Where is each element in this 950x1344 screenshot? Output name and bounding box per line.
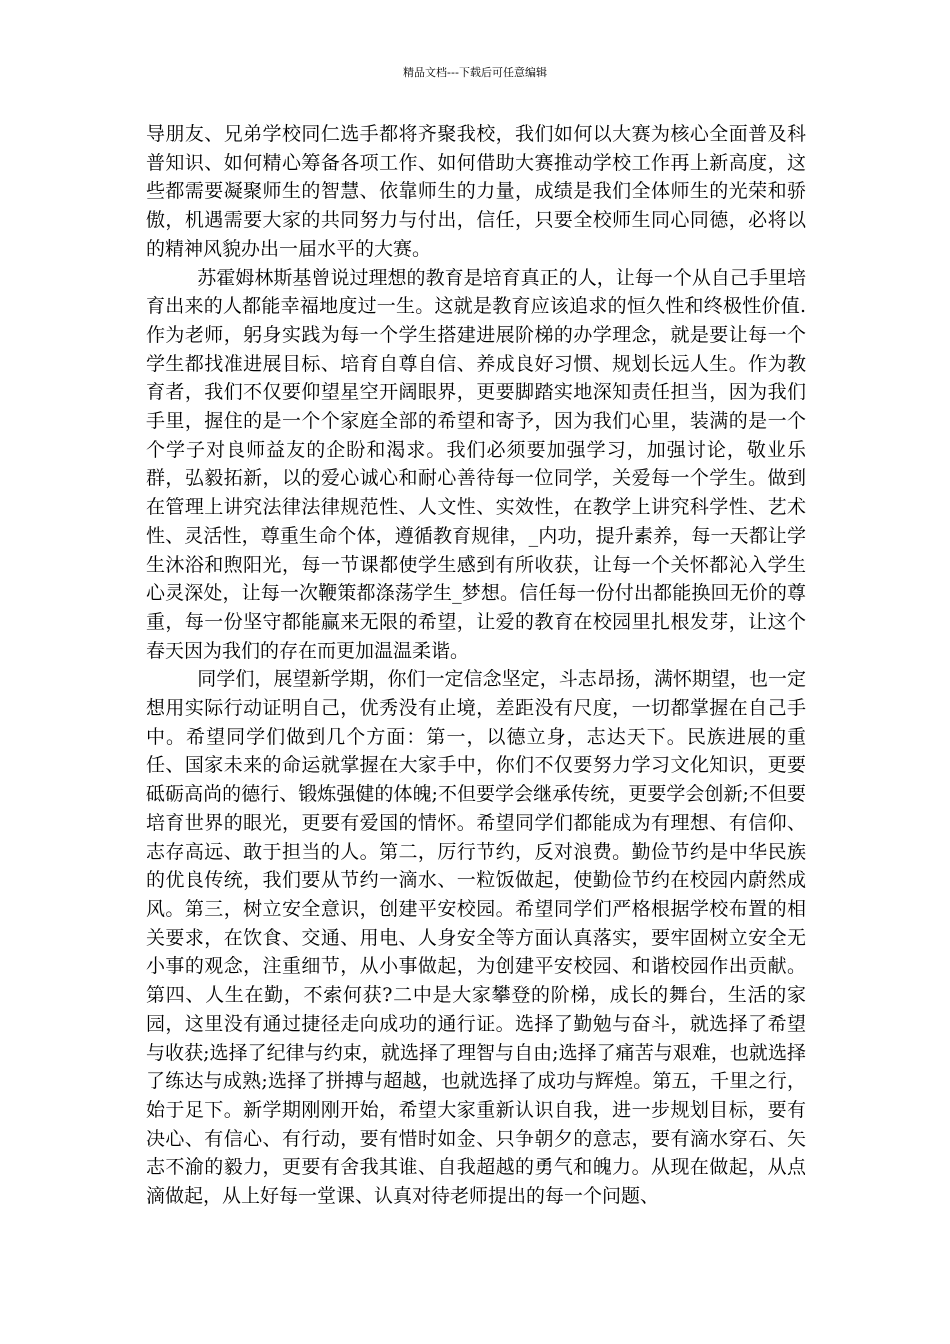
document-body bbox=[146, 120, 806, 1211]
paragraph-1: 导朋友、兄弟学校同仁选手都将齐聚我校，我们如何以大赛为核心全面普及科普知识、如何精心筹备各项工作、如何借助大赛推动学校工作再上新高度，这些都需要凝聚师生的智慧、依靠师生的力量，成绩是我们全体师生的光荣和骄傲，机遇需要大家的共同努力与付出，信任，只要全校师生同心同德，必将以的精神风貌办出一届水平的大赛。 bbox=[146, 123, 806, 260]
paragraph-2: 苏霍姆林斯基曾说过理想的教育是培育真正的人，让每一个从自己手里培育出来的人都能幸福地度过一生。这就是教育应该追求的恒久性和终极性价值.作为老师，躬身实践为每一个学生搭建进展阶梯的办学理念，就是要让每一个学生都找准进展目标、培育自尊自信、养成良好习惯、规划长远人生。作为教育者，我们不仅要仰望星空开阔眼界，更要脚踏实地深知责任担当，因为我们手里，握住的是一个个家庭全部的希望和寄予，因为我们心里，装满的是一个个学子对良师益友的企盼和渴求。我们必须要加强学习，加强讨论，敬业乐群，弘毅拓新，以的爱心诚心和耐心善待每一位同学，关爱每一个学生。做到在管理上讲究法律法律规范性、人文性、实效性，在教学上讲究科学性、艺术性、灵活性，尊重生命个体，遵循教育规律，_内功，提升素养，每一天都让学生沐浴和煦阳光，每一节课都使学生感到有所收获，让每一个关怀都沁入学生心灵深处，让每一次鞭策都涤荡学生_梦想。信任每一份付出都能换回无价的尊重，每一份坚守都能赢来无限的希望，让爱的教育在校园里扎根发芽，让这个春天因为我们的存在而更加温温柔谐。 bbox=[146, 266, 806, 662]
page-header: 精品文档---下载后可任意编辑 bbox=[403, 66, 547, 79]
paragraph-3: 同学们，展望新学期，你们一定信念坚定，斗志昂扬，满怀期望，也一定想用实际行动证明自己，优秀没有止境，差距没有尺度，一切都掌握在自己手中。希望同学们做到几个方面：第一，以德立身，志达天下。民族进展的重任、国家未来的命运就掌握在大家手中，你们不仅要努力学习文化知识，更要砥砺高尚的德行、锻炼强健的体魄;不但要学会继承传统，更要学会创新;不但要培育世界的眼光，更要有爱国的情怀。希望同学们都能成为有理想、有信仰、志存高远、敢于担当的人。第二，厉行节约，反对浪费。勤俭节约是中华民族的优良传统，我们要从节约一滴水、一粒饭做起，使勤俭节约在校园内蔚然成风。第三，树立安全意识，创建平安校园。希望同学们严格根据学校布置的相关要求，在饮食、交通、用电、人身安全等方面认真落实，要牢固树立安全无小事的观念，注重细节，从小事做起，为创建平安校园、和谐校园作出贡献。第四、人生在勤，不索何获?二中是大家攀登的阶梯，成长的舞台，生活的家园，这里没有通过捷径走向成功的通行证。选择了勤勉与奋斗，就选择了希望与收获;选择了纪律与约束，就选择了理智与自由;选择了痛苦与艰难，也就选择了练达与成熟;选择了拼搏与超越，也就选择了成功与辉煌。第五，千里之行，始于足下。新学期刚刚开始，希望大家重新认识自我，进一步规划目标，要有决心、有信心、有行动，要有惜时如金、只争朝夕的意志，要有滴水穿石、矢志不渝的毅力，更要有舍我其谁、自我超越的勇气和魄力。从现在做起，从点滴做起，从上好每一堂课、认真对待老师提出的每一个问题、 bbox=[146, 668, 806, 1208]
